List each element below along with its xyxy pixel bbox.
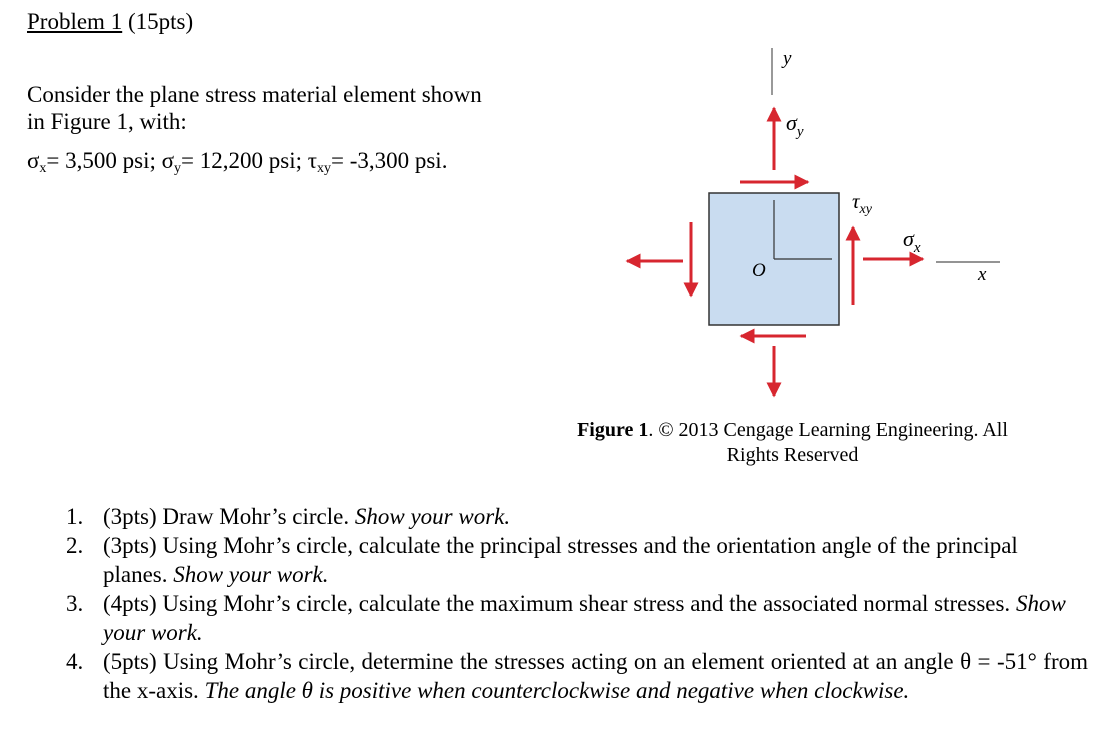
sigma-x-label: $\sigma_x$ — [903, 226, 921, 256]
question-text: (3pts) Using Mohr’s circle, calculate the principal stresses and the orientation angle of the principal planes. — [103, 533, 1018, 587]
question-note: The angle θ is positive when counterclockwise and negative when clockwise. — [204, 678, 910, 703]
given-stresses — [27, 148, 447, 177]
question-number: 1. — [66, 504, 84, 529]
tau-xy-symbol: τ — [307, 148, 317, 173]
question-item — [28, 589, 1088, 647]
sigma-y-value: = 12,200 psi; — [181, 148, 308, 173]
question-item — [28, 531, 1088, 589]
figure-caption — [555, 418, 1030, 468]
figure-caption-text: . © 2013 Cengage Learning Engineering. All Rights Reserved — [648, 419, 1008, 466]
sigma-x-sub: x — [39, 161, 47, 176]
question-item — [28, 647, 1088, 705]
sigma-x-symbol: σ — [27, 148, 40, 173]
sigma-y-symbol: σ — [161, 148, 175, 173]
figure-caption-label: Figure 1 — [577, 419, 649, 441]
question-item — [28, 502, 1088, 531]
problem-title-label: Problem 1 — [27, 9, 123, 34]
question-text: (3pts) Draw Mohr’s circle. — [103, 504, 355, 529]
x-axis-label: x — [978, 264, 987, 285]
problem-title — [27, 9, 193, 35]
question-text: (5pts) Using Mohr’s circle, determine the stresses acting on an element oriented at an angle θ = -51° from the x-axis. — [103, 649, 1088, 703]
question-note: Show your work. — [354, 504, 511, 529]
sigma-x-value: = 3,500 psi; — [46, 148, 162, 173]
question-note: Show your work. — [173, 562, 329, 587]
stress-element-diagram — [600, 40, 1040, 400]
y-axis-label: y — [783, 48, 792, 69]
intro-line-1: Consider the plane stress material element shown — [27, 82, 482, 107]
intro-line-2: in Figure 1, with: — [27, 109, 187, 134]
question-number: 4. — [66, 649, 84, 674]
question-text: (4pts) Using Mohr’s circle, calculate the maximum shear stress and the associated normal stresses. — [103, 591, 1016, 616]
problem-title-points: (15pts) — [122, 9, 194, 34]
question-list — [28, 502, 1088, 705]
stress-element-figure — [600, 40, 1040, 400]
tau-xy-label: $\tau_{xy}$ — [852, 189, 872, 217]
sigma-y-label: $\sigma_y$ — [786, 110, 804, 140]
tau-xy-sub: xy — [316, 161, 331, 176]
question-number: 2. — [66, 533, 84, 558]
question-number: 3. — [66, 591, 84, 616]
tau-xy-value: = -3,300 psi. — [330, 148, 448, 173]
question-note: Show your work. — [103, 591, 1066, 645]
sigma-y-sub: y — [174, 161, 182, 176]
origin-label: O — [752, 260, 766, 281]
